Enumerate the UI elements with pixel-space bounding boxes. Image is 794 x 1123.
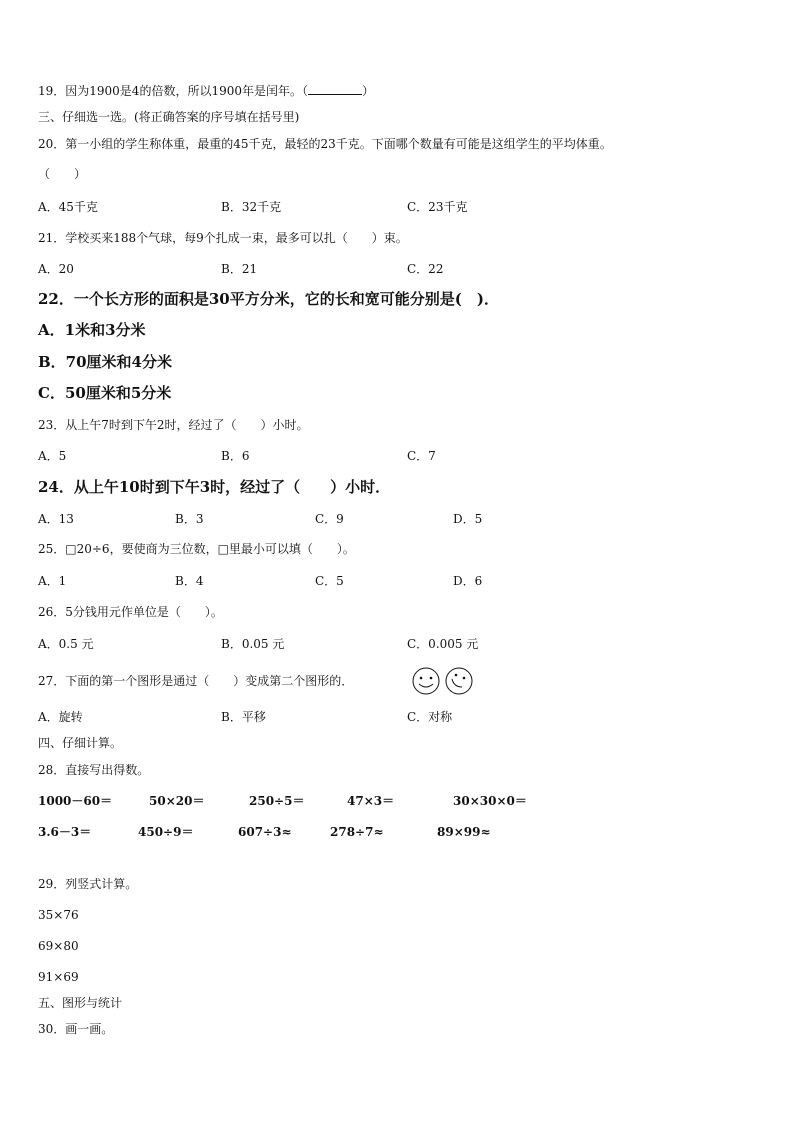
option-c[interactable]: C．对称 [407, 710, 453, 724]
question-20-paren: （ ） [38, 167, 87, 181]
option-b[interactable]: B．0.05 元 [221, 637, 285, 651]
option-d[interactable]: D．6 [453, 574, 483, 588]
calc-item: 278÷7≈ [330, 825, 384, 839]
smiley-faces-figure [410, 666, 476, 696]
calc-item: 50×20＝ [149, 794, 205, 808]
smiley-face-icon [413, 668, 439, 694]
option-a[interactable]: A．45千克 [38, 200, 98, 214]
option-b[interactable]: B．平移 [221, 710, 266, 724]
question-22-text: 22．一个长方形的面积是30平方分米，它的长和宽可能分别是( )． [38, 290, 499, 308]
question-23-text: 23．从上午7时到下午2时，经过了（ ）小时。 [38, 418, 309, 432]
option-c[interactable]: C．5 [315, 574, 344, 588]
question-19-suffix: ） [361, 84, 374, 98]
option-a[interactable]: A．5 [38, 449, 67, 463]
calc-item: 3.6－3＝ [38, 825, 92, 839]
option-d[interactable]: D．5 [453, 512, 483, 526]
section-5-heading: 五、图形与统计 [38, 996, 123, 1010]
calc-item: 450÷9＝ [138, 825, 194, 839]
section-3-heading: 三、仔细选一选。(将正确答案的序号填在括号里) [38, 110, 300, 124]
option-c[interactable]: C．50厘米和5分米 [38, 384, 172, 402]
calc-item: 47×3＝ [347, 794, 395, 808]
question-29-text: 29．列竖式计算。 [38, 877, 138, 891]
option-b[interactable]: B．3 [175, 512, 204, 526]
option-c[interactable]: C．22 [407, 262, 444, 276]
vertical-calc-item: 35×76 [38, 908, 79, 922]
option-c[interactable]: C．9 [315, 512, 344, 526]
option-c[interactable]: C．7 [407, 449, 436, 463]
question-28-text: 28．直接写出得数。 [38, 763, 150, 777]
option-a[interactable]: A．20 [38, 262, 74, 276]
rotated-smiley-face-icon [446, 668, 472, 694]
calc-item: 89×99≈ [437, 825, 491, 839]
option-a[interactable]: A．0.5 元 [38, 637, 94, 651]
option-a[interactable]: A．13 [38, 512, 74, 526]
option-b[interactable]: B．70厘米和4分米 [38, 353, 172, 371]
option-b[interactable]: B．4 [175, 574, 204, 588]
option-c[interactable]: C．23千克 [407, 200, 468, 214]
calc-item: 30×30×0＝ [453, 794, 527, 808]
question-19-prefix: 19．因为1900是4的倍数，所以1900年是闰年。（ [38, 84, 308, 98]
calc-item: 607÷3≈ [238, 825, 292, 839]
question-24-text: 24．从上午10时到下午3时，经过了（ ）小时． [38, 478, 391, 496]
vertical-calc-item: 91×69 [38, 970, 79, 984]
calc-item: 1000－60＝ [38, 794, 113, 808]
question-27-text: 27．下面的第一个图形是通过（ ）变成第二个图形的． [38, 674, 354, 688]
option-b[interactable]: B．32千克 [221, 200, 282, 214]
option-a[interactable]: A．旋转 [38, 710, 83, 724]
option-b[interactable]: B．6 [221, 449, 250, 463]
question-20-text: 20．第一小组的学生称体重，最重的45千克，最轻的23千克。下面哪个数量有可能是这组学生的平均体重。 [38, 137, 612, 151]
question-21-text: 21．学校买来188个气球，每9个扎成一束，最多可以扎（ ）束。 [38, 231, 408, 245]
option-a[interactable]: A．1 [38, 574, 67, 588]
question-30-text: 30．画一画。 [38, 1022, 114, 1036]
answer-blank[interactable] [308, 83, 362, 95]
question-19 [38, 83, 374, 99]
option-a[interactable]: A．1米和3分米 [38, 321, 146, 339]
question-25-text: 25．□20÷6，要使商为三位数，□里最小可以填（ ）。 [38, 542, 355, 556]
section-4-heading: 四、仔细计算。 [38, 736, 123, 750]
option-c[interactable]: C．0.005 元 [407, 637, 479, 651]
option-b[interactable]: B．21 [221, 262, 258, 276]
question-26-text: 26．5分钱用元作单位是（ ）。 [38, 605, 223, 619]
vertical-calc-item: 69×80 [38, 939, 79, 953]
calc-item: 250÷5＝ [249, 794, 305, 808]
